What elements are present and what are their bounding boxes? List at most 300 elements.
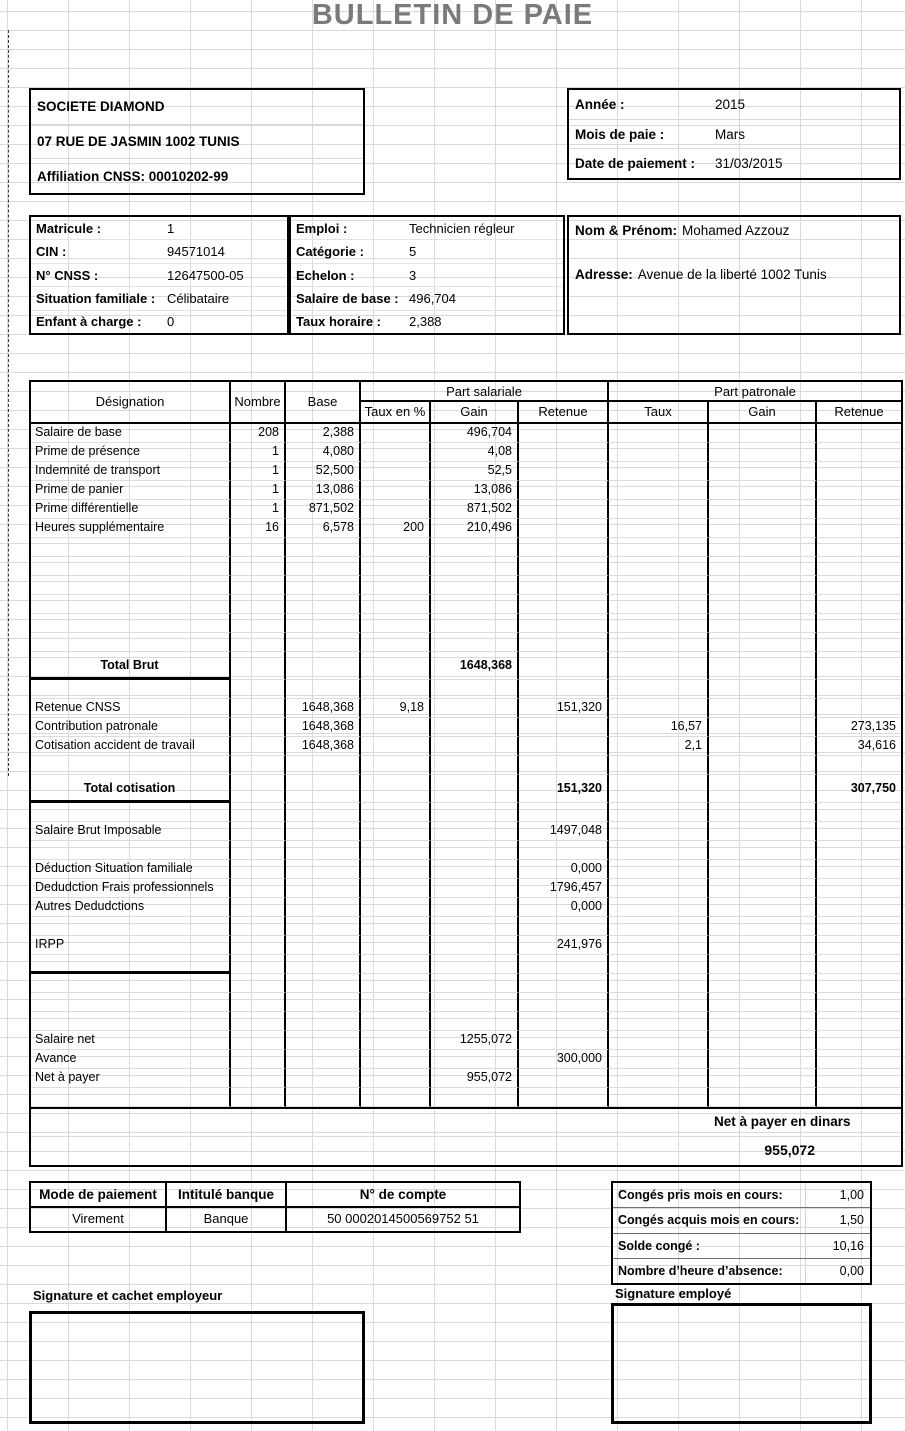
table-cell [709,737,817,756]
leave-taken-value: 1,00 [839,1188,864,1203]
table-cell [609,519,709,538]
table-cell [431,737,519,756]
header-part-patronale: Part patronale [609,382,901,402]
table-cell [286,775,361,803]
table-cell [519,652,609,680]
table-cell [519,1069,609,1088]
table-cell [519,538,609,557]
table-cell [519,803,609,822]
table-cell [286,1050,361,1069]
table-cell [609,1031,709,1050]
table-cell [431,775,519,803]
table-cell [431,917,519,936]
table-cell [709,775,817,803]
table-row [31,1031,901,1050]
employer-name: SOCIETE DIAMOND [31,90,363,125]
table-cell [361,803,431,822]
table-cell: Total cotisation [31,775,231,803]
table-cell [709,424,817,443]
table-cell [361,443,431,462]
table-cell [709,860,817,879]
table-cell [609,936,709,955]
table-cell [519,614,609,633]
table-cell [519,955,609,974]
period-row-payment-date [569,149,899,178]
table-cell [231,974,286,993]
table-cell: Dedudction Frais professionnels [31,879,231,898]
table-cell [709,595,817,614]
table-cell [231,1031,286,1050]
table-cell: 300,000 [519,1050,609,1069]
payment-table [29,1181,521,1233]
table-cell [609,1069,709,1088]
pay-period-box [567,88,901,180]
table-cell [519,1031,609,1050]
table-cell [609,756,709,775]
table-cell [286,974,361,993]
dependents-row [31,311,287,333]
month-label: Mois de paie : [575,126,665,142]
leave-accrued-label: Congés acquis mois en cours: [613,1208,806,1232]
table-cell: Prime de panier [31,481,231,500]
year-value: 2015 [715,96,746,112]
table-row [31,595,901,614]
employee-name-line [575,222,789,240]
cin-row [31,240,287,263]
table-cell [286,614,361,633]
table-cell [31,756,231,775]
table-cell [519,718,609,737]
table-cell [431,614,519,633]
table-cell [231,680,286,699]
table-cell [31,538,231,557]
table-cell [361,500,431,519]
table-cell: Avance [31,1050,231,1069]
table-cell [361,718,431,737]
table-cell [817,1050,901,1069]
account-number-header: N° de compte [287,1183,519,1208]
table-row [31,936,901,955]
table-cell [431,1050,519,1069]
table-cell [817,841,901,860]
table-row [31,538,901,557]
table-cell [286,1012,361,1031]
table-cell [609,803,709,822]
table-cell [31,557,231,576]
table-cell [286,955,361,974]
table-cell: 4,080 [286,443,361,462]
table-cell: 1648,368 [431,652,519,680]
table-cell [519,974,609,993]
table-cell [361,538,431,557]
table-cell: Salaire de base [31,424,231,443]
table-cell [231,699,286,718]
table-cell: Heures supplémentaire [31,519,231,538]
table-cell [231,1088,286,1107]
table-cell [609,993,709,1012]
table-cell [286,576,361,595]
table-cell [609,576,709,595]
cnss-number-value: 12647500-05 [167,267,244,283]
table-cell [817,614,901,633]
leave-accrued-row [613,1208,870,1233]
table-cell [519,576,609,595]
table-cell [431,936,519,955]
table-row [31,424,901,443]
table-cell: Net à payer [31,1069,231,1088]
table-cell [361,595,431,614]
table-cell [609,860,709,879]
employer-box [29,88,365,195]
table-cell [519,462,609,481]
net-to-pay-value: 955,072 [764,1142,815,1158]
net-to-pay-label: Net à payer en dinars [714,1114,851,1129]
leave-balance-value: 10,16 [832,1238,864,1253]
table-cell [231,898,286,917]
table-cell: IRPP [31,936,231,955]
table-cell [231,557,286,576]
table-cell: 34,616 [817,737,901,756]
employee-address-label: Adresse: [575,267,633,282]
table-cell [817,822,901,841]
table-cell: 1796,457 [519,879,609,898]
table-cell [286,633,361,652]
table-cell [609,955,709,974]
table-cell [361,917,431,936]
table-cell: 2,1 [609,737,709,756]
net-to-pay-value-row [31,1137,901,1165]
table-cell [361,462,431,481]
category-value: 5 [409,244,417,260]
employee-id-box [29,215,289,335]
table-cell [361,737,431,756]
table-cell [609,633,709,652]
table-cell [519,680,609,699]
table-cell [817,481,901,500]
table-cell: 1497,048 [519,822,609,841]
table-cell [609,974,709,993]
table-cell: 0,000 [519,898,609,917]
table-cell [286,557,361,576]
table-row [31,1069,901,1088]
table-cell [709,841,817,860]
header-taux-en-pct: Taux en % [361,402,431,422]
employee-signature-box [611,1303,872,1424]
table-cell [709,917,817,936]
table-cell [431,538,519,557]
table-cell [31,955,231,974]
table-cell [609,879,709,898]
table-cell [431,576,519,595]
table-cell [817,576,901,595]
table-cell [609,898,709,917]
table-cell [817,974,901,993]
table-cell [817,917,901,936]
job-value: Technicien régleur [409,220,515,236]
table-cell [519,1088,609,1107]
table-cell: 13,086 [431,481,519,500]
print-area-dashed-line [8,30,9,776]
hourly-rate-label: Taux horaire : [296,314,382,330]
table-cell [519,917,609,936]
table-cell [709,443,817,462]
table-row [31,898,901,917]
table-cell [361,1088,431,1107]
table-row [31,974,901,993]
table-cell [519,993,609,1012]
table-cell [361,822,431,841]
echelon-row [291,264,563,287]
table-cell [231,775,286,803]
table-cell [817,860,901,879]
table-cell [709,974,817,993]
table-cell [709,879,817,898]
table-cell: 0,000 [519,860,609,879]
table-cell [709,898,817,917]
table-cell [609,614,709,633]
table-cell [31,974,231,993]
table-cell [709,500,817,519]
table-cell [231,955,286,974]
absence-hours-row [613,1259,870,1283]
table-cell [361,955,431,974]
table-cell [361,614,431,633]
header-taux-patronale: Taux [609,402,709,422]
table-row [31,462,901,481]
table-row [31,680,901,699]
table-cell [519,841,609,860]
table-cell [519,424,609,443]
payment-mode-value: Virement [31,1208,167,1231]
base-salary-label: Salaire de base : [296,290,399,306]
table-cell [709,557,817,576]
header-gain-patronale: Gain [709,402,817,422]
table-cell [231,879,286,898]
table-cell [609,775,709,803]
table-cell [431,595,519,614]
table-row [31,803,901,822]
bank-name-header: Intitulé banque [167,1183,287,1208]
table-cell [31,1012,231,1031]
table-cell [286,680,361,699]
table-cell [817,1088,901,1107]
table-cell [231,614,286,633]
table-cell: 871,502 [431,500,519,519]
table-row [31,614,901,633]
header-designation: Désignation [31,382,231,422]
header-base: Base [286,382,361,422]
table-cell: 13,086 [286,481,361,500]
table-cell [286,898,361,917]
table-cell [361,1031,431,1050]
table-cell [231,595,286,614]
table-cell: 871,502 [286,500,361,519]
table-cell [286,860,361,879]
table-cell [31,576,231,595]
table-row [31,633,901,652]
employee-signature-label: Signature employé [615,1286,732,1301]
leave-balance-label: Solde congé : [613,1234,806,1258]
table-cell [817,803,901,822]
table-cell [709,756,817,775]
table-cell [431,974,519,993]
pay-table-header [31,382,901,424]
table-cell [361,860,431,879]
table-cell [361,898,431,917]
table-row [31,718,901,737]
table-row [31,841,901,860]
cin-label: CIN : [36,244,67,260]
table-row [31,993,901,1012]
table-cell [431,955,519,974]
table-cell [361,481,431,500]
table-cell [709,1088,817,1107]
table-row [31,500,901,519]
table-cell [817,519,901,538]
header-gain-salariale: Gain [431,402,519,422]
table-cell [431,860,519,879]
table-cell [31,614,231,633]
table-cell: 1648,368 [286,699,361,718]
table-cell [709,1012,817,1031]
table-cell [519,737,609,756]
table-cell: 1648,368 [286,737,361,756]
matricule-label: Matricule : [36,220,102,236]
period-row-month [569,120,899,150]
employee-name-value: Mohamed Azzouz [682,223,790,238]
dependents-label: Enfant à charge : [36,314,142,330]
echelon-label: Echelon : [296,267,355,283]
table-cell [431,718,519,737]
table-cell [31,803,231,822]
base-salary-value: 496,704 [409,290,456,306]
table-row [31,481,901,500]
table-cell [286,841,361,860]
table-cell [817,680,901,699]
table-cell [231,1050,286,1069]
table-cell [519,595,609,614]
employer-signature-box [29,1311,365,1424]
table-cell [431,879,519,898]
table-cell: 1255,072 [431,1031,519,1050]
table-cell [361,633,431,652]
table-cell [361,879,431,898]
family-status-row [31,287,287,310]
table-cell [519,633,609,652]
table-cell: 52,5 [431,462,519,481]
table-cell [361,936,431,955]
family-status-label: Situation familiale : [36,290,156,306]
table-cell [231,652,286,680]
table-cell [431,633,519,652]
table-cell: 307,750 [817,775,901,803]
table-cell: 16 [231,519,286,538]
table-cell: 210,496 [431,519,519,538]
table-cell: 1 [231,481,286,500]
table-cell: 1 [231,500,286,519]
table-cell: Indemnité de transport [31,462,231,481]
table-cell [817,462,901,481]
table-cell: 241,976 [519,936,609,955]
table-cell [361,652,431,680]
table-cell: 1 [231,443,286,462]
job-row [291,217,563,240]
table-cell [817,424,901,443]
employee-address-value: Avenue de la liberté 1002 Tunis [637,267,827,282]
dependents-value: 0 [167,314,175,330]
employee-name-label: Nom & Prénom: [575,223,678,238]
category-row [291,240,563,263]
table-cell [286,993,361,1012]
table-cell [286,595,361,614]
header-nombre: Nombre [231,382,286,422]
table-row [31,756,901,775]
table-cell [431,841,519,860]
table-row [31,576,901,595]
page-title: BULLETIN DE PAIE [311,0,594,31]
table-cell [709,718,817,737]
table-cell [231,737,286,756]
table-cell [431,699,519,718]
cin-value: 94571014 [167,244,225,260]
employer-cnss-affiliation: Affiliation CNSS: 00010202-99 [37,168,229,184]
table-cell [817,443,901,462]
table-cell [431,993,519,1012]
table-cell [231,633,286,652]
table-row [31,1012,901,1031]
table-cell [286,1069,361,1088]
table-cell [709,652,817,680]
matricule-row [31,217,287,240]
table-cell [231,822,286,841]
table-cell [231,803,286,822]
table-cell [817,955,901,974]
table-cell [609,841,709,860]
table-cell: 200 [361,519,431,538]
table-cell [709,1031,817,1050]
table-cell [709,936,817,955]
table-cell [817,595,901,614]
table-cell [231,718,286,737]
echelon-value: 3 [409,267,417,283]
employee-identity-box [567,215,901,335]
table-row [31,917,901,936]
table-cell [286,822,361,841]
table-cell [286,538,361,557]
period-row-year [569,90,899,120]
table-cell: Contribution patronale [31,718,231,737]
employer-address: 07 RUE DE JASMIN 1002 TUNIS [31,125,363,160]
table-cell [31,680,231,699]
table-cell [609,1088,709,1107]
table-cell [231,841,286,860]
leave-accrued-value: 1,50 [839,1213,864,1228]
table-cell [286,803,361,822]
table-cell [609,1050,709,1069]
table-cell: 1 [231,462,286,481]
year-label: Année : [575,96,625,112]
table-cell [817,1069,901,1088]
table-cell [709,633,817,652]
table-cell [519,519,609,538]
table-cell: 273,135 [817,718,901,737]
table-cell [231,993,286,1012]
table-cell [231,860,286,879]
table-cell [817,557,901,576]
table-cell [519,756,609,775]
category-label: Catégorie : [296,244,364,260]
table-row [31,737,901,756]
